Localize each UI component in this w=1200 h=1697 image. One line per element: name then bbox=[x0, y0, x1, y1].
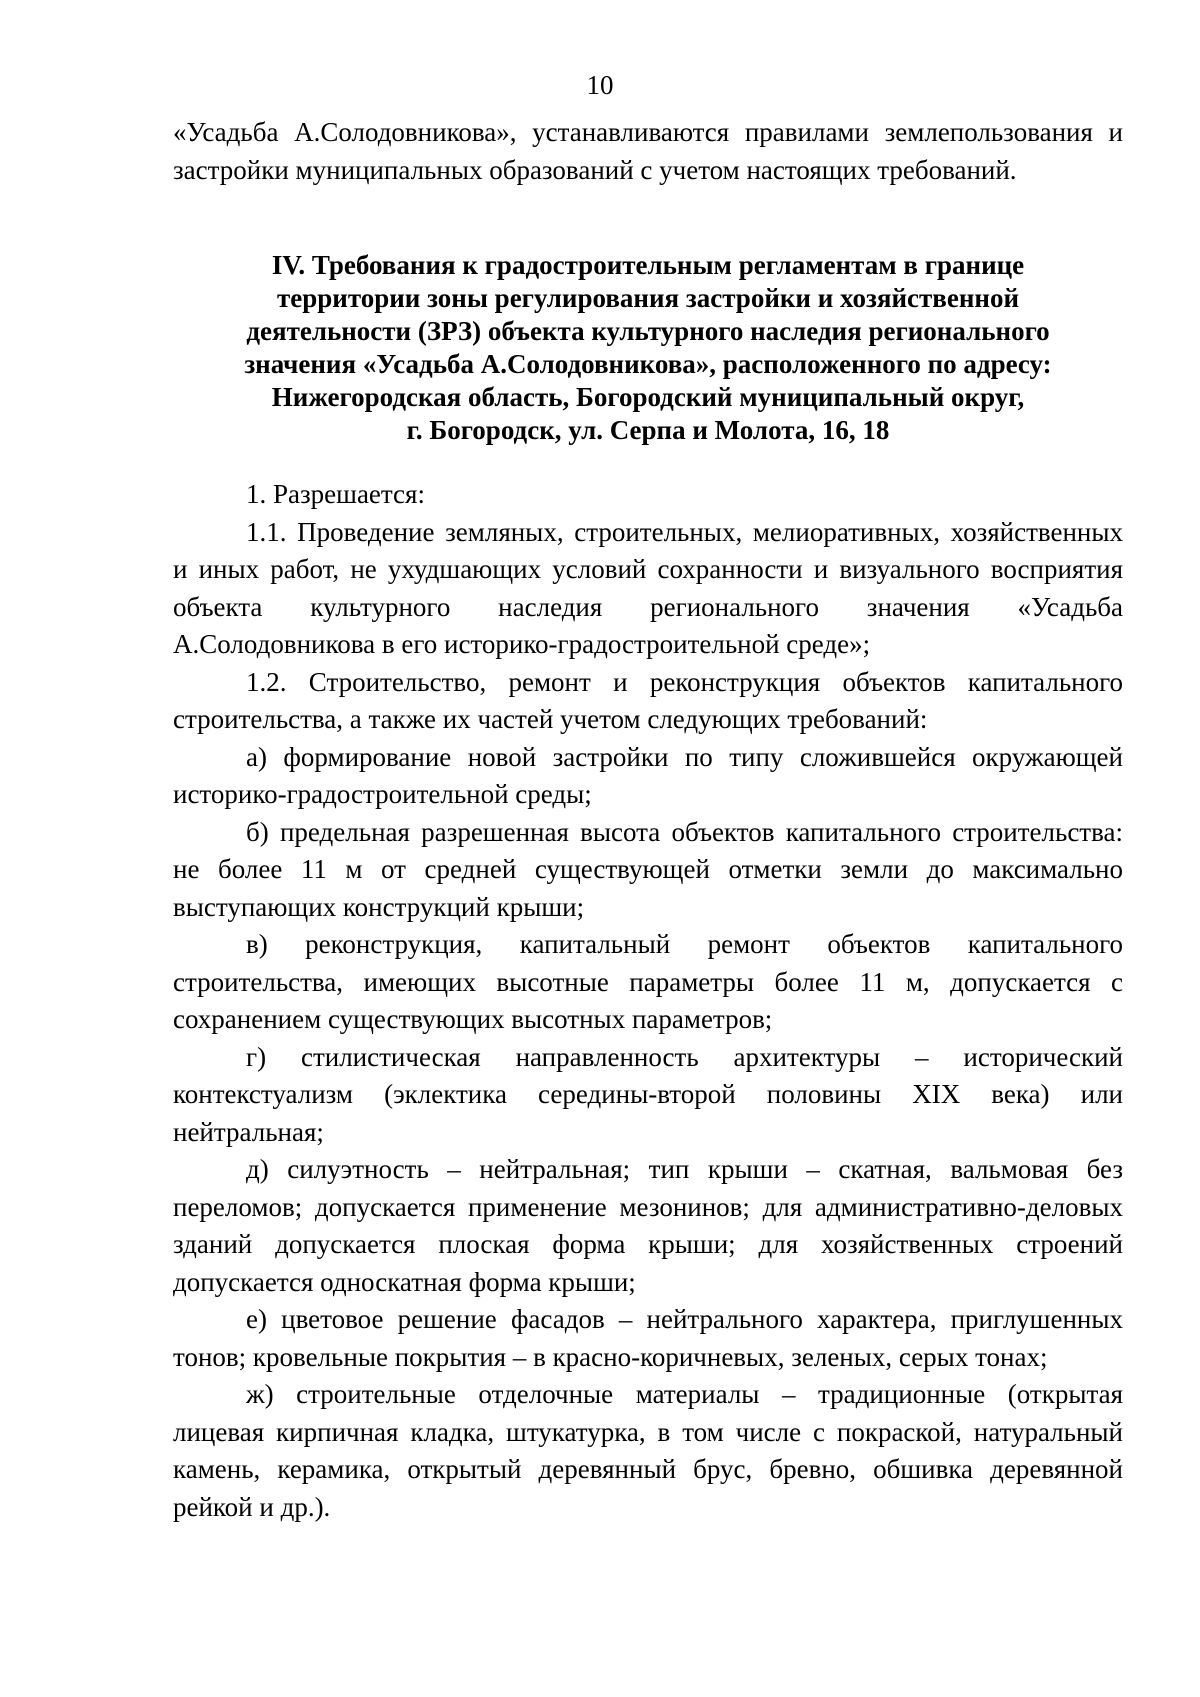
section-heading-line: значения «Усадьба А.Солодовникова», расположенного по адресу: bbox=[244, 349, 1052, 379]
clause-1-2: 1.2. Строительство, ремонт и реконструкция объектов капитального строительства, а также их частей учетом следующих требований: bbox=[173, 666, 1123, 734]
clause-1: 1. Разрешается: bbox=[246, 479, 425, 509]
subclause-g: г) стилистическая направленность архитектуры – исторический контекстуализм (эклектика середины-второй половины XIX века) или нейтральная; bbox=[173, 1041, 1123, 1147]
subclause-zh: ж) строительные отделочные материалы – традиционные (открытая лицевая кирпичная кладка, штукатурка, в том числе с покраской, натуральный камень, керамика, открытый деревянный брус, бревно, обшивка деревянной рейкой и др.). bbox=[173, 1379, 1123, 1522]
document-body bbox=[173, 114, 1123, 1526]
subclause-d: д) силуэтность – нейтральная; тип крыши – скатная, вальмовая без переломов; допускается применение мезонинов; для административно-деловых зданий допускается плоская форма крыши; для хозяйственных строений допускается односкатная форма крыши; bbox=[173, 1154, 1123, 1297]
section-heading bbox=[173, 249, 1123, 447]
subclause-a: а) формирование новой застройки по типу сложившейся окружающей историко-градостроительной среды; bbox=[173, 741, 1123, 809]
subclause-e: е) цветовое решение фасадов – нейтрального характера, приглушенных тонов; кровельные покрытия – в красно-коричневых, зеленых, серых тонах; bbox=[173, 1304, 1123, 1372]
page-number: 10 bbox=[586, 70, 614, 100]
intro-paragraph: «Усадьба А.Солодовникова», устанавливаются правилами землепользования и застройки муниципальных образований с учетом настоящих требований. bbox=[173, 117, 1123, 185]
subclause-v: в) реконструкция, капитальный ремонт объектов капитального строительства, имеющих высотные параметры более 11 м, допускается с сохранением существующих высотных параметров; bbox=[173, 929, 1123, 1034]
section-heading-line: IV. Требования к градостроительным регламентам в границе bbox=[271, 250, 1025, 280]
section-heading-line: территории зоны регулирования застройки и хозяйственной bbox=[276, 283, 1020, 313]
subclause-b: б) предельная разрешенная высота объектов капитального строительства: не более 11 м от средней существующей отметки земли до максимально выступающих конструкций крыши; bbox=[173, 816, 1123, 922]
section-heading-line: г. Богородск, ул. Серпа и Молота, 16, 18 bbox=[406, 415, 890, 445]
section-heading-line: Нижегородская область, Богородский муниципальный округ, bbox=[271, 382, 1025, 412]
section-heading-line: деятельности (ЗРЗ) объекта культурного наследия регионального bbox=[246, 316, 1050, 346]
clause-1-1: 1.1. Проведение земляных, строительных, мелиоративных, хозяйственных и иных работ, не ухудшающих условий сохранности и визуального восприятия объекта культурного наследия регионального значения «Усадьба А.Солодовникова в его историко-градостроительной среде»; bbox=[173, 516, 1123, 659]
